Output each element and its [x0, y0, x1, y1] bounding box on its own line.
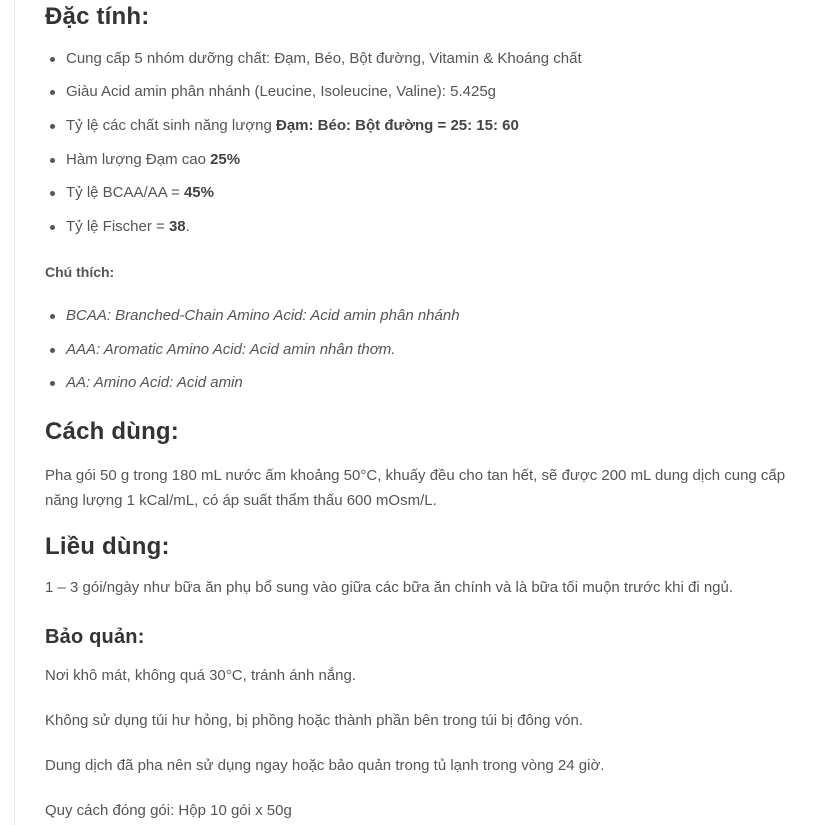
bao-quan-paragraph: Nơi khô mát, không quá 30°C, tránh ánh nắng.: [45, 667, 357, 684]
list-item-text: Cung cấp 5 nhóm dưỡng chất: Đạm, Béo, Bột đường, Vitamin & Khoáng chất: [66, 50, 582, 67]
list-item: [45, 217, 190, 237]
list-item-text: Tỷ lệ Fischer =: [66, 218, 169, 235]
heading-cach-dung: Cách dùng:: [45, 418, 179, 445]
list-item: BCAA: Branched-Chain Amino Acid: Acid amin phân nhánh: [45, 306, 460, 326]
list-item: [45, 82, 496, 102]
list-item-bold-value: 38: [168, 218, 186, 235]
heading-lieu-dung: Liều dùng:: [45, 533, 170, 560]
heading-bao-quan: Bảo quản:: [45, 626, 145, 648]
bao-quan-paragraph: Dung dịch đã pha nên sử dụng ngay hoặc bảo quản trong tủ lạnh trong vòng 24 giờ.: [45, 757, 605, 774]
bao-quan-paragraph: Quy cách đóng gói: Hộp 10 gói x 50g: [45, 802, 292, 819]
list-item-text: Hàm lượng Đạm cao: [66, 151, 211, 168]
list-item: [45, 116, 519, 136]
list-item-text: Giàu Acid amin phân nhánh (Leucine, Isoleucine, Valine): 5.425g: [66, 83, 497, 100]
list-item-text: Tỷ lệ BCAA/AA =: [66, 184, 184, 201]
cach-dung-text: Pha gói 50 g trong 180 mL nước ấm khoảng 50°C, khuấy đều cho tan hết, sẽ được 200 mL dung dịch cung cấp năng lượng 1 kCal/mL, có áp suất thẩm thấu 600 mOsm/L.: [45, 467, 786, 509]
bao-quan-paragraph: Không sử dụng túi hư hỏng, bị phồng hoặc thành phần bên trong túi bị đông vón.: [45, 712, 584, 729]
list-item: [45, 183, 214, 203]
list-item-bold-value: 45%: [183, 184, 214, 201]
list-item-suffix: .: [185, 218, 190, 235]
list-item: [45, 150, 240, 170]
list-item-bold-value: 25%: [210, 151, 241, 168]
list-item: AA: Amino Acid: Acid amin: [45, 373, 243, 393]
lieu-dung-text: 1 – 3 gói/ngày như bữa ăn phụ bổ sung vào giữa các bữa ăn chính và là bữa tối muộn trước khi đi ngủ.: [45, 579, 734, 596]
chu-thich-label: Chú thích:: [45, 264, 115, 280]
article-page: [14, 0, 825, 825]
list-item: AAA: Aromatic Amino Acid: Acid amin nhân thơm.: [45, 340, 395, 360]
list-item: [45, 49, 582, 69]
list-item-text: Tỷ lệ các chất sinh năng lượng: [66, 117, 276, 134]
heading-dac-tinh: Đặc tính:: [45, 3, 150, 30]
list-item-bold-value: Đạm: Béo: Bột đường = 25: 15: 60: [276, 117, 519, 134]
